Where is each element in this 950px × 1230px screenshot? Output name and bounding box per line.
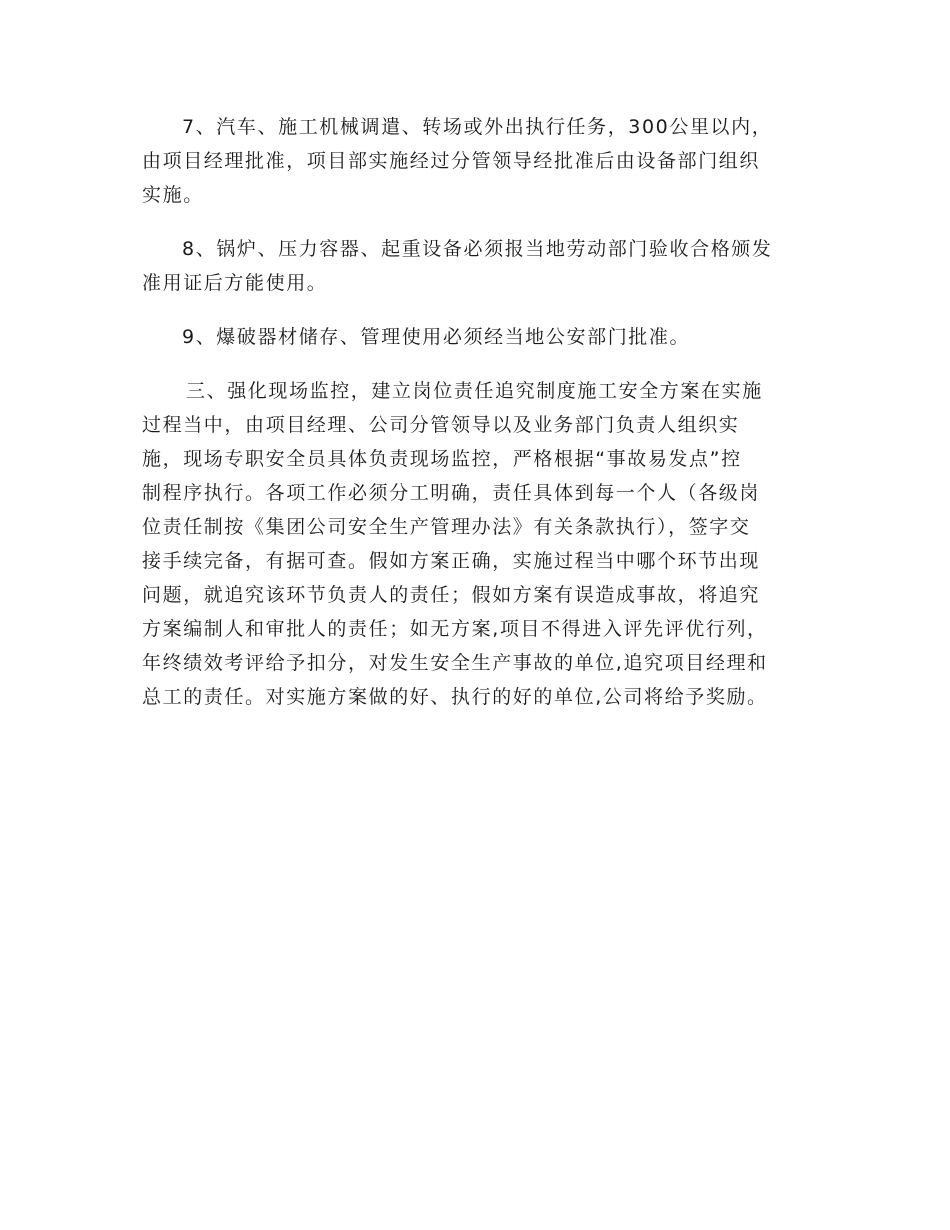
paragraph-line: 8、锅炉、压力容器、起重设备必须报当地劳动部门验收合格颁发	[182, 238, 773, 260]
paragraph-item-8	[142, 232, 808, 300]
paragraph-item-7	[142, 110, 808, 212]
paragraph-line: 9、爆破器材储存、管理使用必须经当地公安部门批准。	[182, 326, 691, 348]
paragraph-line: 实施。	[142, 184, 204, 206]
paragraph-line: 年终绩效考评给予扣分，对发生安全生产事故的单位,追究项目经理和	[142, 652, 768, 674]
paragraph-spacer	[142, 300, 808, 320]
paragraph-line: 准用证后方能使用。	[142, 272, 328, 294]
paragraph-line: 施，现场专职安全员具体负责现场监控，严格根据“事故易发点”控	[142, 448, 742, 470]
paragraph-line: 总工的责任。对实施方案做的好、执行的好的单位,公司将给予奖励。	[142, 686, 768, 708]
document-body	[142, 110, 808, 714]
paragraph-line: 过程当中，由项目经理、公司分管领导以及业务部门负责人组织实	[142, 414, 740, 436]
paragraph-line: 三、强化现场监控，建立岗位责任追究制度施工安全方案在实施	[186, 380, 763, 402]
paragraph-spacer	[142, 212, 808, 232]
paragraph-spacer	[142, 354, 808, 374]
paragraph-line: 位责任制按《集团公司安全生产管理办法》有关条款执行），签字交	[142, 516, 751, 538]
paragraph-line: 由项目经理批准，项目部实施经过分管领导经批准后由设备部门组织	[142, 150, 761, 172]
paragraph-line: 方案编制人和审批人的责任；如无方案,项目不得进入评先评优行列，	[142, 618, 768, 640]
paragraph-item-9	[142, 320, 808, 354]
paragraph-line: 7、汽车、施工机械调遣、转场或外出执行任务，300公里以内，	[182, 116, 773, 138]
paragraph-section-3	[142, 374, 808, 714]
paragraph-line: 问题，就追究该环节负责人的责任；假如方案有误造成事故，将追究	[142, 584, 761, 606]
paragraph-line: 制程序执行。各项工作必须分工明确，责任具体到每一个人（各级岗	[142, 482, 761, 504]
paragraph-line: 接手续完备，有据可查。假如方案正确，实施过程当中哪个环节出现	[142, 550, 761, 572]
